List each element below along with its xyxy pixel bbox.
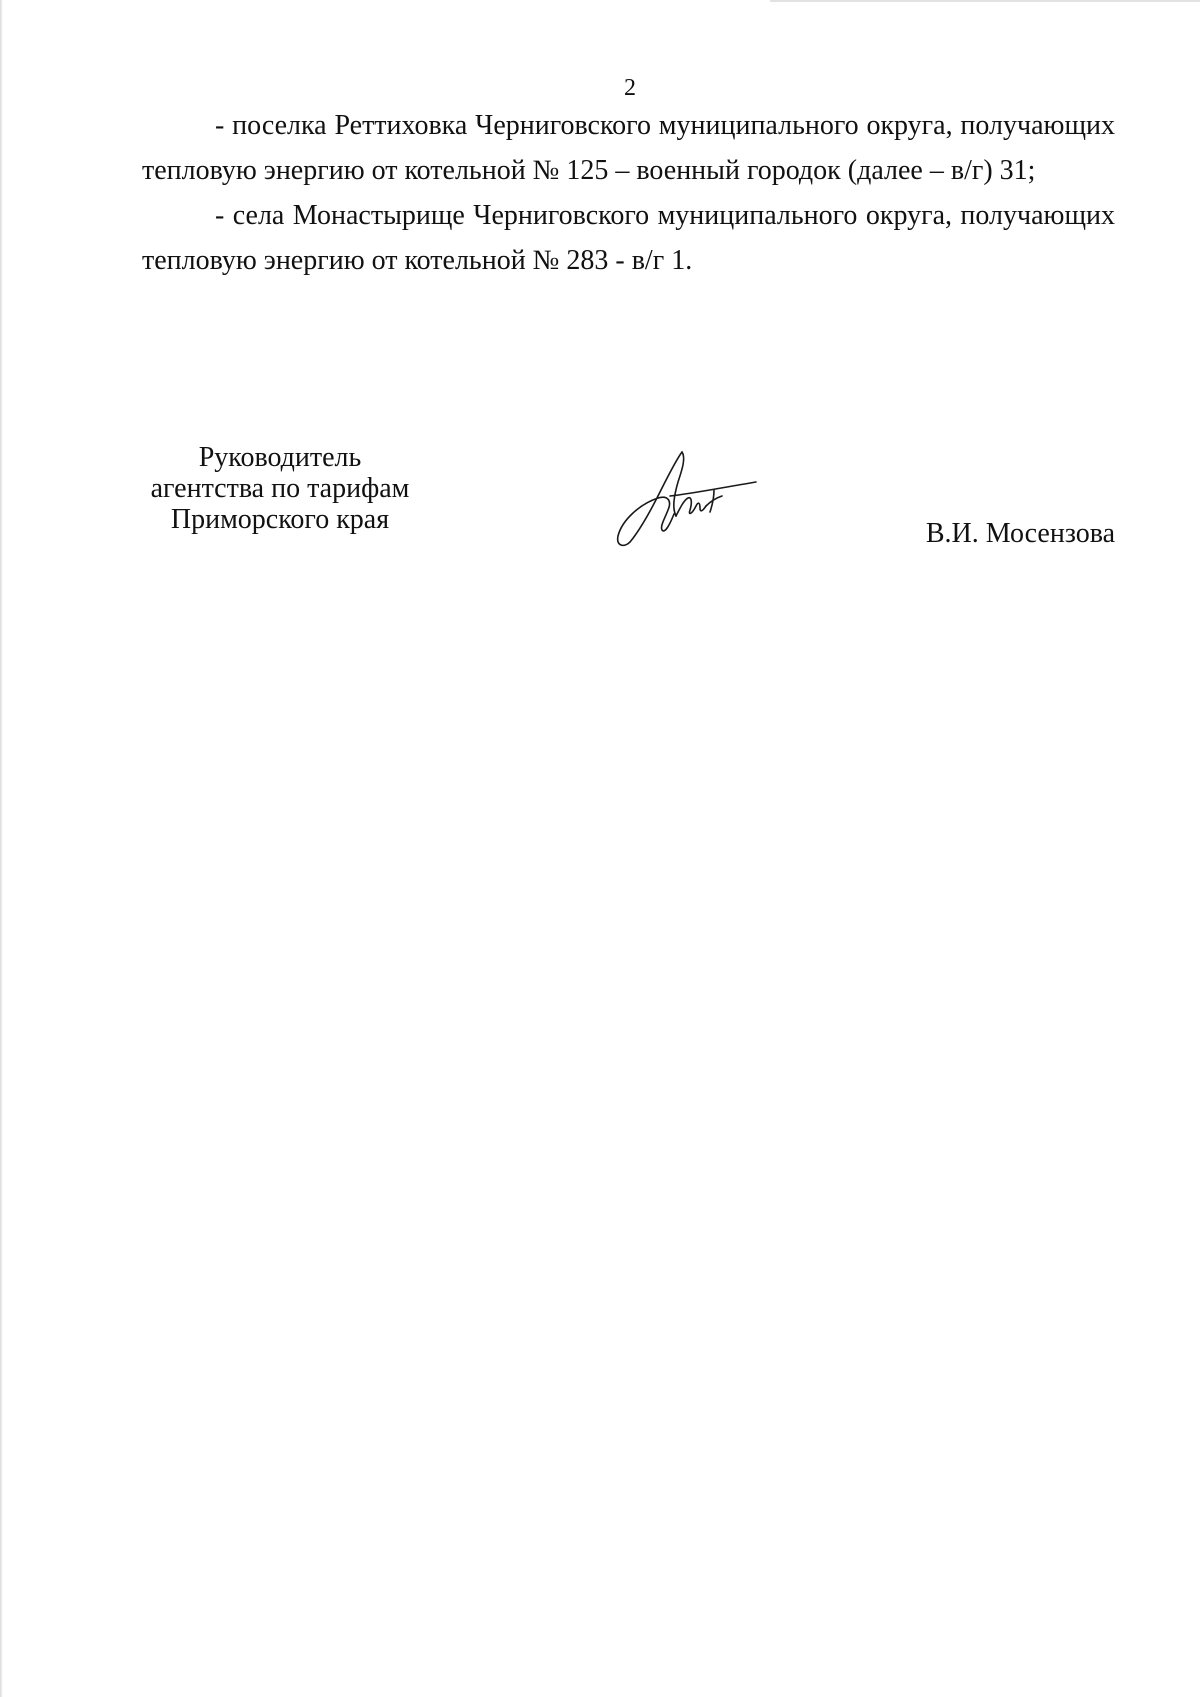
scan-edge bbox=[0, 0, 3, 1697]
signatory-title bbox=[140, 442, 420, 535]
page-number: 2 bbox=[624, 75, 636, 101]
signatory-title-line: Приморского края bbox=[170, 504, 390, 535]
signature-block bbox=[140, 442, 1115, 552]
scan-edge bbox=[770, 0, 1200, 2]
handwritten-signature bbox=[610, 446, 760, 552]
signatory-name: В.И. Мосензова bbox=[925, 518, 1115, 549]
document-body bbox=[142, 103, 1115, 283]
signatory-title-line: агентства по тарифам bbox=[150, 473, 410, 504]
signatory-title-line: Руководитель bbox=[198, 442, 362, 473]
list-item: - поселка Реттиховка Черниговского муниципального округа, получающих тепловую энергию от котельной № 125 – военный городок (далее – в/г) 31; bbox=[142, 110, 1115, 186]
list-item: - села Монастырище Черниговского муниципального округа, получающих тепловую энергию от котельной № 283 - в/г 1. bbox=[142, 200, 1115, 276]
